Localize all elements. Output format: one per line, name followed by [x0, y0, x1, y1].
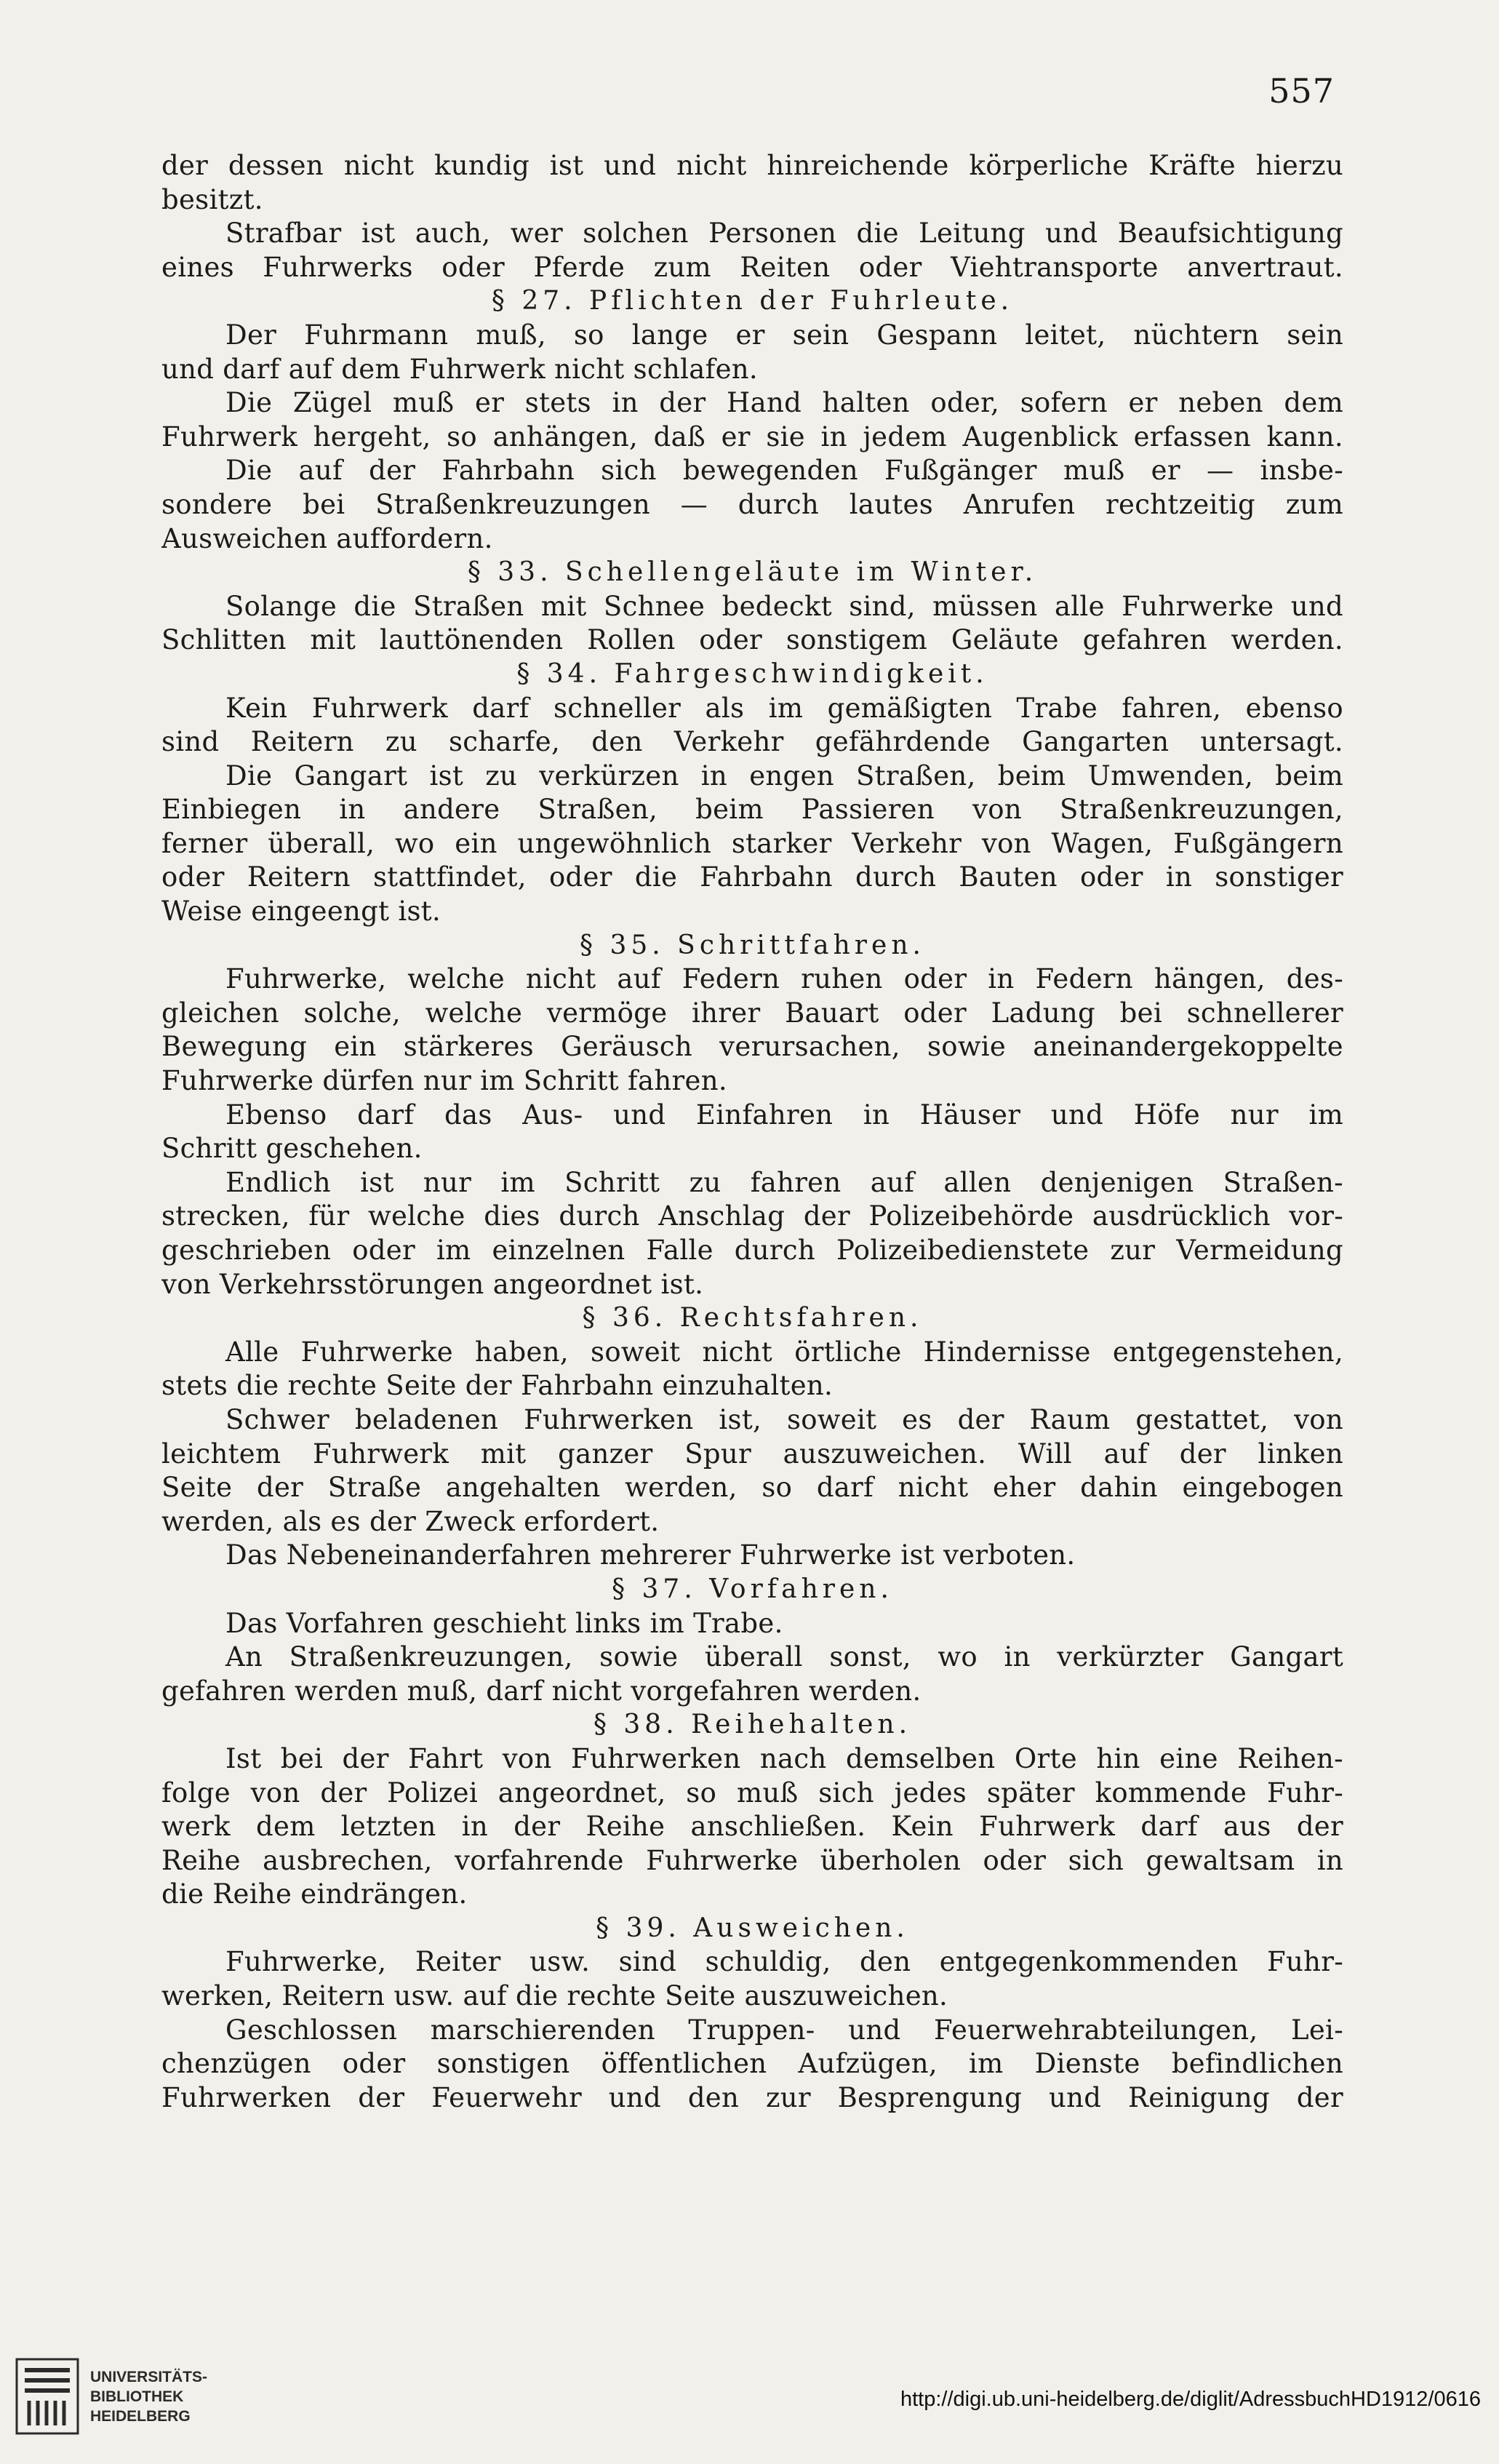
body-text: [161, 149, 1343, 2115]
section-heading: § 37. Vorfahren.: [612, 1574, 893, 1604]
text-line: An Straßenkreuzungen, sowie überall sonst, wo in verkürzter Gangart: [225, 1641, 1343, 1673]
section-heading: § 36. Rechtsfahren.: [582, 1303, 923, 1333]
text-line: werk dem letzten in der Reihe anschließen. Kein Fuhrwerk darf aus der: [161, 1811, 1343, 1843]
text-line: Der Fuhrmann muß, so lange er sein Gespann leitet, nüchtern sein: [225, 319, 1343, 351]
text-line: folge von der Polizei angeordnet, so muß sich jedes später kommende Fuhr-: [161, 1777, 1343, 1809]
text-line: geschrieben oder im einzelnen Falle durch Polizeibedienstete zur Vermeidung: [161, 1235, 1343, 1266]
text-line: der dessen nicht kundig ist und nicht hinreichende körperliche Kräfte hierzu: [161, 150, 1343, 181]
text-line: Das Nebeneinanderfahren mehrerer Fuhrwerke ist verboten.: [225, 1539, 1076, 1571]
text-line: Einbiegen in andere Straßen, beim Passieren von Straßenkreuzungen,: [161, 794, 1343, 826]
text-line: sondere bei Straßenkreuzungen — durch lautes Anrufen rechtzeitig zum: [161, 488, 1343, 520]
text-line: gefahren werden muß, darf nicht vorgefahren werden.: [161, 1675, 922, 1707]
logo-line: BIBLIOTHEK: [90, 2388, 184, 2405]
text-line: Die Gangart ist zu verkürzen in engen Straßen, beim Umwenden, beim: [225, 759, 1343, 792]
text-line: Fuhrwerke dürfen nur im Schritt fahren.: [161, 1065, 727, 1097]
text-line: Schritt geschehen.: [161, 1133, 423, 1165]
text-line: leichtem Fuhrwerk mit ganzer Spur auszuweichen. Will auf der linken: [161, 1438, 1343, 1470]
section-heading: § 38. Reihehalten.: [593, 1710, 912, 1740]
section-heading: § 34. Fahrgeschwindigkeit.: [516, 658, 988, 689]
text-line: Endlich ist nur im Schritt zu fahren auf allen denjenigen Straßen-: [225, 1166, 1343, 1198]
section-heading: § 27. Pflichten der Fuhrleute.: [491, 286, 1014, 316]
section-heading: § 39. Ausweichen.: [596, 1913, 909, 1943]
text-line: Die auf der Fahrbahn sich bewegenden Fußgänger muß er — insbe-: [225, 455, 1343, 487]
text-line: sind Reitern zu scharfe, den Verkehr gefährdende Gangarten untersagt.: [161, 726, 1343, 758]
text-line: ferner überall, wo ein ungewöhnlich starker Verkehr von Wagen, Fußgängern: [161, 827, 1343, 859]
section-heading: § 35. Schrittfahren.: [580, 930, 925, 960]
text-line: Reihe ausbrechen, vorfahrende Fuhrwerke überholen oder sich gewaltsam in: [161, 1844, 1343, 1876]
library-logo: [15, 2357, 208, 2437]
text-line: gleichen solche, welche vermöge ihrer Bauart oder Ladung bei schnellerer: [161, 997, 1343, 1029]
text-line: Ebenso darf das Aus- und Einfahren in Häuser und Höfe nur im: [225, 1099, 1343, 1131]
text-line: Weise eingeengt ist.: [161, 896, 441, 928]
section-heading: § 33. Schellengeläute im Winter.: [467, 557, 1038, 588]
text-line: die Reihe eindrängen.: [161, 1878, 468, 1910]
text-line: werken, Reitern usw. auf die rechte Seite auszuweichen.: [161, 1980, 948, 2012]
text-line: Fuhrwerke, welche nicht auf Federn ruhen oder in Federn hängen, des-: [225, 963, 1343, 995]
library-logo-icon: [15, 2357, 80, 2436]
text-line: Fuhrwerk hergeht, so anhängen, daß er sie in jedem Augenblick erfassen kann.: [161, 420, 1343, 452]
text-line: Schlitten mit lauttönenden Rollen oder sonstigem Geläute gefahren werden.: [161, 624, 1343, 656]
text-line: und darf auf dem Fuhrwerk nicht schlafen.: [161, 353, 758, 385]
text-line: Fuhrwerke, Reiter usw. sind schuldig, den entgegenkommenden Fuhr-: [225, 1946, 1343, 1978]
text-line: Ist bei der Fahrt von Fuhrwerken nach demselben Orte hin eine Reihen-: [225, 1742, 1343, 1774]
text-line: Fuhrwerken der Feuerwehr und den zur Besprengung und Reinigung der: [161, 2081, 1343, 2113]
text-line: strecken, für welche dies durch Anschlag der Polizeibehörde ausdrücklich vor-: [161, 1200, 1343, 1232]
text-line: Bewegung ein stärkeres Geräusch verursachen, sowie aneinandergekoppelte: [161, 1031, 1343, 1063]
text-line: chenzügen oder sonstigen öffentlichen Aufzügen, im Dienste befindlichen: [161, 2048, 1343, 2080]
text-line: oder Reitern stattfindet, oder die Fahrbahn durch Bauten oder in sonstiger: [161, 861, 1343, 893]
text-line: Kein Fuhrwerk darf schneller als im gemäßigten Trabe fahren, ebenso: [225, 692, 1343, 724]
text-line: eines Fuhrwerks oder Pferde zum Reiten oder Viehtransporte anvertraut.: [161, 251, 1343, 283]
text-line: besitzt.: [161, 183, 263, 215]
text-line: Strafbar ist auch, wer solchen Personen die Leitung und Beaufsichtigung: [225, 218, 1343, 250]
page-number: 557: [1268, 71, 1335, 111]
text-line: Seite der Straße angehalten werden, so darf nicht eher dahin eingebogen: [161, 1472, 1343, 1504]
logo-line: UNIVERSITÄTS-: [90, 2369, 208, 2385]
source-url[interactable]: http://digi.ub.uni-heidelberg.de/diglit/AdressbuchHD1912/0616: [900, 2388, 1481, 2411]
text-line: werden, als es der Zweck erfordert.: [161, 1505, 660, 1537]
text-line: Solange die Straßen mit Schnee bedeckt sind, müssen alle Fuhrwerke und: [225, 590, 1343, 622]
text-line: Schwer beladenen Fuhrwerken ist, soweit es der Raum gestattet, von: [225, 1403, 1343, 1435]
text-line: von Verkehrsstörungen angeordnet ist.: [161, 1268, 704, 1300]
text-line: Das Vorfahren geschieht links im Trabe.: [225, 1607, 783, 1639]
text-line: stets die rechte Seite der Fahrbahn einzuhalten.: [161, 1370, 834, 1402]
text-line: Geschlossen marschierenden Truppen- und Feuerwehrabteilungen, Lei-: [225, 2014, 1343, 2046]
logo-line: HEIDELBERG: [90, 2408, 191, 2425]
text-line: Alle Fuhrwerke haben, soweit nicht örtliche Hindernisse entgegenstehen,: [225, 1336, 1343, 1368]
text-line: Die Zügel muß er stets in der Hand halten oder, sofern er neben dem: [225, 387, 1343, 419]
footer: [0, 2328, 1499, 2464]
text-line: Ausweichen auffordern.: [161, 522, 493, 554]
